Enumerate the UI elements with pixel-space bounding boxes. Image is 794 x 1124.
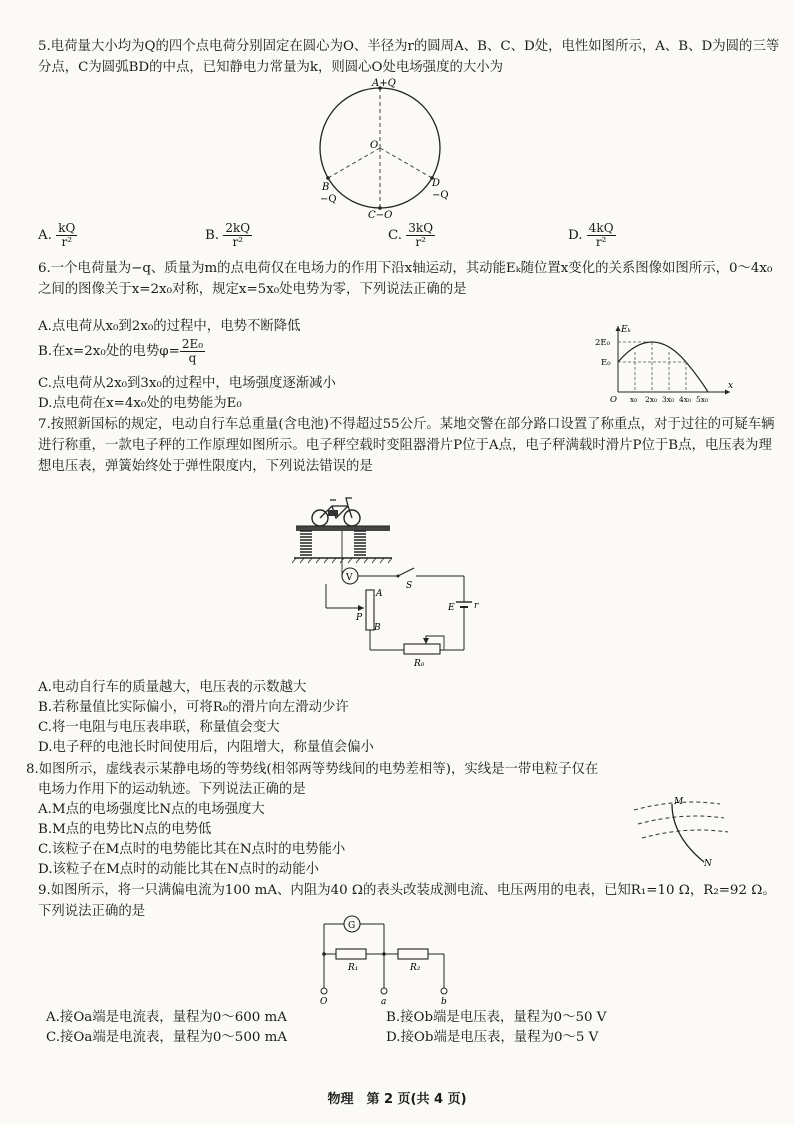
q6-graph-tick-4: 4x₀ <box>679 395 692 404</box>
q8-option-b: B.M点的电势比N点的电势低 <box>38 822 212 837</box>
q9-galvanometer-label: G <box>348 921 356 931</box>
q7-option-b: B.若称量值比实际偏小，可将R₀的滑片向左滑动少许 <box>38 700 349 715</box>
q7-r0-label: R₀ <box>414 659 425 669</box>
q6-option-b: B.在x=2x₀处的电势φ= $\frac{\text{2E₀}}{q}$ <box>38 337 204 365</box>
q9-stem: 9.如图所示，将一只满偏电流为100 mA、内阻为40 Ω的表头改装成测电流、电压两用的电表，已知R₁=10 Ω，R₂=92 Ω。下列说法正确的是 <box>38 883 776 919</box>
q9-option-c: C.接Oa端是电流表，量程为0～500 mA <box>46 1030 287 1045</box>
q7-switch-label: S <box>406 581 413 591</box>
q6-option-d: D.点电荷在x=4x₀处的电势能为E₀ <box>38 396 242 411</box>
q7-emf-label: E <box>448 603 455 613</box>
q9-terminal-a-label: a <box>381 997 387 1006</box>
q5-label-b: B <box>322 182 330 193</box>
q5-label-b-charge: −Q <box>320 194 337 205</box>
q7-stem: 7.按照新国标的规定，电动自行车总重量(含电池)不得超过55公斤。某地交警在部分路口设置了称重点，对于过往的可疑车辆进行称重，一款电子秤的工作原理如图所示。电子秤空载时变阻器滑片P位于A点，电子秤满载时滑片P位于B点，电压表为理想电压表，弹簧始终处于弹性限度内，下列说法错误的是 <box>38 417 775 474</box>
page-footer: 物理 第 2 页(共 4 页) <box>327 1092 467 1107</box>
q9-terminal-o-label: O <box>320 997 328 1006</box>
q8-stem-line1: 8.如图所示，虚线表示某静电场的等势线(相邻两等势线间的电势差相等)，实线是一带电粒子仅在 <box>26 762 599 777</box>
q8-stem-line2: 电场力作用下的运动轨迹。下列说法正确的是 <box>38 782 306 797</box>
q6-graph-tick-3: 3x₀ <box>662 395 675 404</box>
q8-option-a: A.M点的电场强度比N点的电场强度大 <box>38 802 265 817</box>
q6-graph-origin: O <box>610 395 617 404</box>
q9-option-a: A.接Oa端是电流表，量程为0～600 mA <box>46 1010 287 1025</box>
q7-option-a: A.电动自行车的质量越大，电压表的示数越大 <box>38 680 307 695</box>
q5-label-d: D <box>432 178 441 189</box>
q7-scale-circuit-diagram <box>292 490 492 670</box>
q5-option-d: D. $\frac{4kQ}{\text{r²}}$ <box>568 221 614 249</box>
q6-graph-tick-5: 5x₀ <box>696 395 709 404</box>
q7-point-a-label: A <box>376 589 383 599</box>
q9-meter-circuit-diagram <box>306 908 466 1006</box>
q7-voltmeter-label: V <box>346 573 353 583</box>
q5-stem: 5.电荷量大小均为Q的四个点电荷分别固定在圆心为O、半径为r的圆周A、B、C、D处，电性如图所示，A、B、D为圆的三等分点，C为圆弧BD的中点，已知静电力常量为k，则圆心O处电场强度的大小为 <box>38 39 780 75</box>
q6-graph-x-label: x <box>728 381 734 391</box>
q6-graph-y1: 2E₀ <box>595 338 611 348</box>
q9-option-b: B.接Ob端是电压表，量程为0～50 V <box>386 1010 607 1025</box>
q8-option-d: D.该粒子在M点时的动能比其在N点时的动能小 <box>38 862 319 877</box>
q6-graph-tick-2: 2x₀ <box>645 395 658 404</box>
q8-option-c: C.该粒子在M点时的电势能比其在N点时的电势能小 <box>38 842 346 857</box>
q6-stem: 6.一个电荷量为−q、质量为m的点电荷仅在电场力的作用下沿x轴运动，其动能Eₖ随位置x变化的关系图像如图所示，0～4x₀之间的图像关于x=2x₀对称，规定x=5x₀处电势为零，下列说法正确的是 <box>38 261 773 297</box>
q6-graph-y2: E₀ <box>601 358 611 368</box>
q9-terminal-b-label: b <box>441 997 447 1006</box>
q6-option-a: A.点电荷从x₀到2x₀的过程中，电势不断降低 <box>38 319 301 334</box>
q5-option-b: B. $\frac{2kQ}{\text{r²}}$ <box>205 221 251 249</box>
q7-point-b-label: B <box>374 623 381 633</box>
q8-point-n-label: N <box>704 859 712 869</box>
q7-option-c: C.将一电阻与电压表串联，称量值会变大 <box>38 720 280 735</box>
q7-slider-p-label: P <box>356 613 363 623</box>
q5-option-a: A. $\frac{kQ}{\text{r²}}$ <box>38 221 76 249</box>
q5-label-c: C−Q <box>368 210 393 218</box>
q6-graph-tick-1: x₀ <box>630 395 638 404</box>
q5-label-a: A+Q <box>372 78 396 89</box>
q5-label-d-charge: −Q <box>432 190 449 201</box>
q5-label-o: O <box>370 140 379 151</box>
q8-equipotential-diagram <box>632 796 732 870</box>
q9-r1-label: R₁ <box>348 963 359 973</box>
q6-graph-y-label: Eₖ <box>621 325 631 335</box>
q5-circle-diagram <box>310 78 460 218</box>
q9-option-d: D.接Ob端是电压表，量程为0～5 V <box>386 1030 599 1045</box>
q6-ek-graph <box>590 322 735 404</box>
q7-option-d: D.电子秤的电池长时间使用后，内阻增大，称量值会偏小 <box>38 740 374 755</box>
q9-r2-label: R₂ <box>410 963 421 973</box>
q5-option-c: C. $\frac{3kQ}{\text{r²}}$ <box>388 221 434 249</box>
q6-option-c: C.点电荷从2x₀到3x₀的过程中，电场强度逐渐减小 <box>38 376 336 391</box>
q7-internal-r-label: r <box>474 601 479 611</box>
q8-point-m-label: M <box>674 797 684 807</box>
